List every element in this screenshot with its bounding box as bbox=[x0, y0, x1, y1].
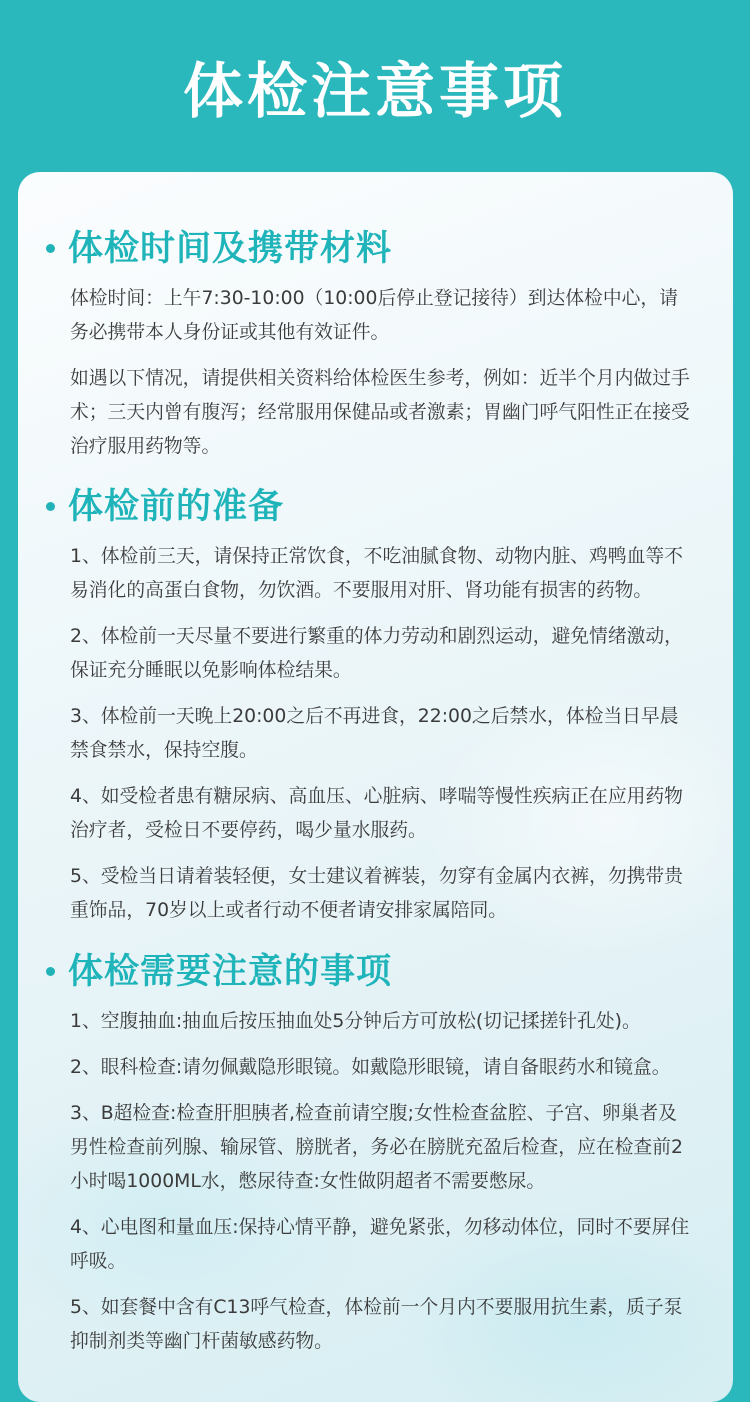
section-title: 体检前的准备 bbox=[68, 487, 285, 527]
paragraph: 1、体检前三天，请保持正常饮食，不吃油腻食物、动物内脏、鸡鸭血等不易消化的高蛋白食物，勿饮酒。不要服用对肝、肾功能有损害的药物。 bbox=[70, 546, 683, 601]
paragraph: 5、如套餐中含有C13呼气检查，体检前一个月内不要服用抗生素，质子泵抑制剂类等幽门杆菌敏感药物。 bbox=[70, 1297, 683, 1352]
section-title: 体检时间及携带材料 bbox=[68, 229, 393, 269]
paragraph: 3、B超检查:检查肝胆胰者,检查前请空腹;女性检查盆腔、子宫、卵巢者及男性检查前列腺、输尿管、膀胱者，务必在膀胱充盈后检查，应在检查前2小时喝1000ML水，憋尿待查:女性做阴超者不需要憋尿。 bbox=[70, 1103, 683, 1192]
paragraph: 3、体检前一天晚上20:00之后不再进食，22:00之后禁水，体检当日早晨禁食禁水，保持空腹。 bbox=[70, 706, 679, 761]
paragraph: 4、如受检者患有糖尿病、高血压、心脏病、哮喘等慢性疾病正在应用药物治疗者，受检日不要停药，喝少量水服药。 bbox=[70, 786, 683, 841]
paragraph: 体检时间：上午7:30-10:00（10:00后停止登记接待）到达体检中心，请务必携带本人身份证或其他有效证件。 bbox=[70, 288, 678, 343]
bullet-dot-icon bbox=[46, 502, 55, 511]
section-preparation bbox=[18, 480, 733, 940]
content-card bbox=[18, 172, 733, 1402]
bullet-dot-icon bbox=[46, 967, 55, 976]
paragraph: 5、受检当日请着装轻便，女士建议着裤装，勿穿有金属内衣裤，勿携带贵重饰品，70岁以上或者行动不便者请安排家属陪同。 bbox=[70, 866, 683, 921]
bullet-dot-icon bbox=[46, 244, 55, 253]
paragraph: 1、空腹抽血:抽血后按压抽血处5分钟后方可放松(切记揉搓针孔处)。 bbox=[70, 1011, 641, 1032]
paragraph: 4、心电图和量血压:保持心情平静，避免紧张，勿移动体位，同时不要屏住呼吸。 bbox=[70, 1217, 690, 1272]
section-notes bbox=[18, 945, 733, 1371]
section-title: 体检需要注意的事项 bbox=[68, 952, 393, 992]
page-title: 体检注意事项 bbox=[183, 57, 567, 127]
paragraph: 如遇以下情况，请提供相关资料给体检医生参考，例如：近半个月内做过手术；三天内曾有腹泻；经常服用保健品或者激素；胃幽门呼气阳性正在接受治疗服用药物等。 bbox=[70, 368, 690, 457]
paragraph: 2、眼科检查:请勿佩戴隐形眼镜。如戴隐形眼镜，请自备眼药水和镜盒。 bbox=[70, 1057, 671, 1078]
paragraph: 2、体检前一天尽量不要进行繁重的体力劳动和剧烈运动，避免情绪激动，保证充分睡眠以免影响体检结果。 bbox=[70, 626, 683, 681]
section-time-materials bbox=[18, 222, 733, 476]
